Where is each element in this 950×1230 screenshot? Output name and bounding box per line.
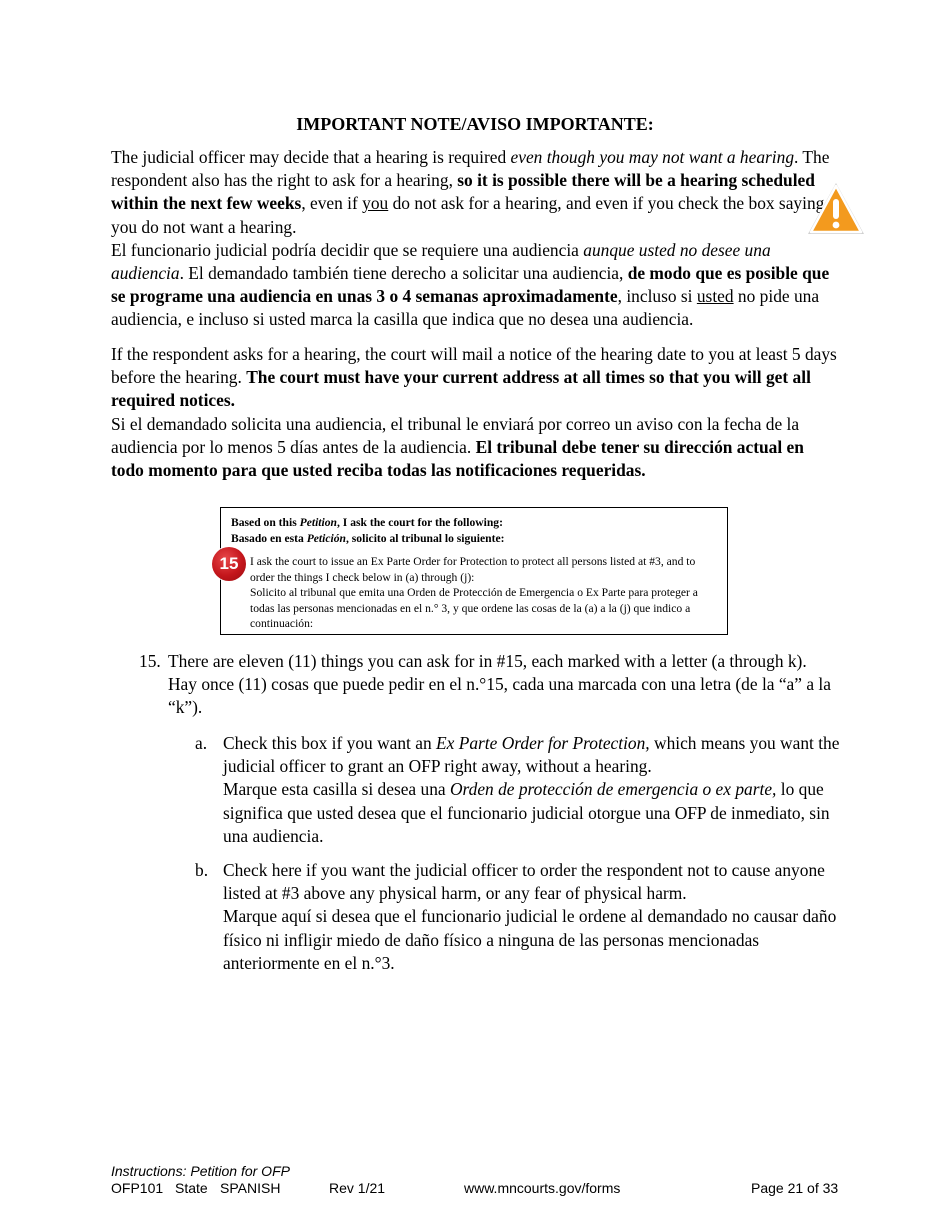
text-run: aunque usted no desee una audiencia xyxy=(111,239,771,284)
item-number-badge: 15 xyxy=(212,547,246,581)
text-run: Solicito al tribunal que emita una Orden de Protección de Emergencia o Ex Parte para proteger a todas las personas mencionadas en el n.° 3, y que ordene las cosas de la (a) a la (j) que indico a continuación: xyxy=(250,586,698,631)
text-run: , I ask the court for the following: xyxy=(336,516,503,529)
form-excerpt-body xyxy=(250,554,720,632)
footer-revision: Rev 1/21 xyxy=(329,1180,386,1196)
text-run: Based on this xyxy=(231,516,300,529)
list-item-text xyxy=(168,650,838,720)
text-run: Orden de protección de emergencia o ex parte, xyxy=(449,779,777,800)
form-excerpt-box xyxy=(220,507,728,635)
warning-icon xyxy=(805,180,867,238)
text-run: , even if xyxy=(301,193,363,214)
text-run: If the respondent asks for a hearing, the court will mail a notice of the hearing date to you at least 5 days before the hearing. xyxy=(111,344,837,388)
text-run: Petition xyxy=(299,516,337,529)
text-run: I ask the court to issue an Ex Parte Order for Protection to protect all persons listed at #3, and to order the things I check below in (a) through (j): xyxy=(250,555,696,584)
text-run: lo que significa que usted desea que el funcionario judicial otorgue una OFP de inmediato, sin una audiencia. xyxy=(223,779,830,846)
footer-page-number: Page 21 of 33 xyxy=(751,1180,839,1196)
text-run: de modo que es posible que se programe una audiencia en unas 3 o 4 semanas aproximadamente xyxy=(111,263,830,307)
sub-item-text xyxy=(223,732,840,848)
text-run: There are eleven (11) things you can ask for in #15, each marked with a letter (a through k). xyxy=(168,651,807,671)
text-run: usted xyxy=(696,286,734,307)
text-run: Ex Parte Order for Protection, xyxy=(436,733,650,753)
text-run: . The respondent also has the right to ask for a hearing, xyxy=(111,147,830,191)
text-run: Petición xyxy=(306,531,346,545)
text-run: Si el demandado solicita una audiencia, el tribunal le enviará por correo un aviso con la fecha de la audiencia por lo menos 5 días antes de la audiencia. xyxy=(111,413,800,457)
text-run: no pide una audiencia, e incluso si usted marca la casilla que indica que no desea una audiencia. xyxy=(111,286,820,330)
footer-website-link[interactable]: www.mncourts.gov/forms xyxy=(464,1180,621,1196)
sub-item-text xyxy=(223,859,840,975)
hearing-note-paragraph xyxy=(111,146,831,332)
text-run: The judicial officer may decide that a hearing is required xyxy=(111,147,511,167)
text-run: , incluso si xyxy=(617,286,697,307)
text-run: Check here if you want the judicial officer to order the respondent not to cause anyone listed at #3 above any physical harm, or any fear of physical harm. xyxy=(223,860,825,904)
footer-form-id: OFP101 xyxy=(111,1180,164,1196)
hearing-notice-paragraph xyxy=(111,343,841,482)
text-run: you xyxy=(362,193,389,214)
text-run: which means you want the judicial officer to grant an OFP right away, without a hearing. xyxy=(223,733,840,777)
list-item-number: 15. xyxy=(139,651,161,671)
text-run: do not ask for a hearing, and even if you check the box saying you do not want a hearing. xyxy=(111,193,825,237)
text-run: The court must have your current address at all times so that you will get all required notices. xyxy=(111,367,811,411)
footer-doc-title: Instructions: Petition for OFP xyxy=(111,1163,290,1179)
footer-state: State xyxy=(175,1180,208,1196)
text-run: so it is possible there will be a hearing scheduled within the next few weeks xyxy=(111,170,815,214)
text-run: . El demandado también tiene derecho a solicitar una audiencia, xyxy=(179,263,628,284)
sub-item-letter: b. xyxy=(195,860,209,880)
sub-item-letter: a. xyxy=(195,733,208,753)
text-run: Hay once (11) cosas que puede pedir en el n.°15, cada una marcada con una letra (de la “a” a la “k”). xyxy=(168,674,831,718)
text-run: Basado en esta xyxy=(231,531,307,545)
text-run: El tribunal debe tener su dirección actual en todo momento para que usted reciba todas las notificaciones requeridas. xyxy=(111,436,804,481)
important-note-heading: IMPORTANT NOTE/AVISO IMPORTANTE: xyxy=(296,114,654,134)
text-run: El funcionario judicial podría decidir que se requiere una audiencia xyxy=(111,239,584,260)
text-run: Marque aquí si desea que el funcionario judicial le ordene al demandado no causar daño físico ni infligir miedo de daño físico a ninguna de las personas mencionadas anteriormente en el n.°3. xyxy=(223,906,837,973)
footer-language: SPANISH xyxy=(220,1180,281,1196)
text-run: , solicito al tribunal lo siguiente: xyxy=(346,531,505,545)
text-run: Check this box if you want an xyxy=(223,733,437,753)
form-excerpt-heading xyxy=(231,515,504,546)
text-run: Marque esta casilla si desea una xyxy=(223,779,450,800)
text-run: even though you may not want a hearing xyxy=(510,147,795,167)
